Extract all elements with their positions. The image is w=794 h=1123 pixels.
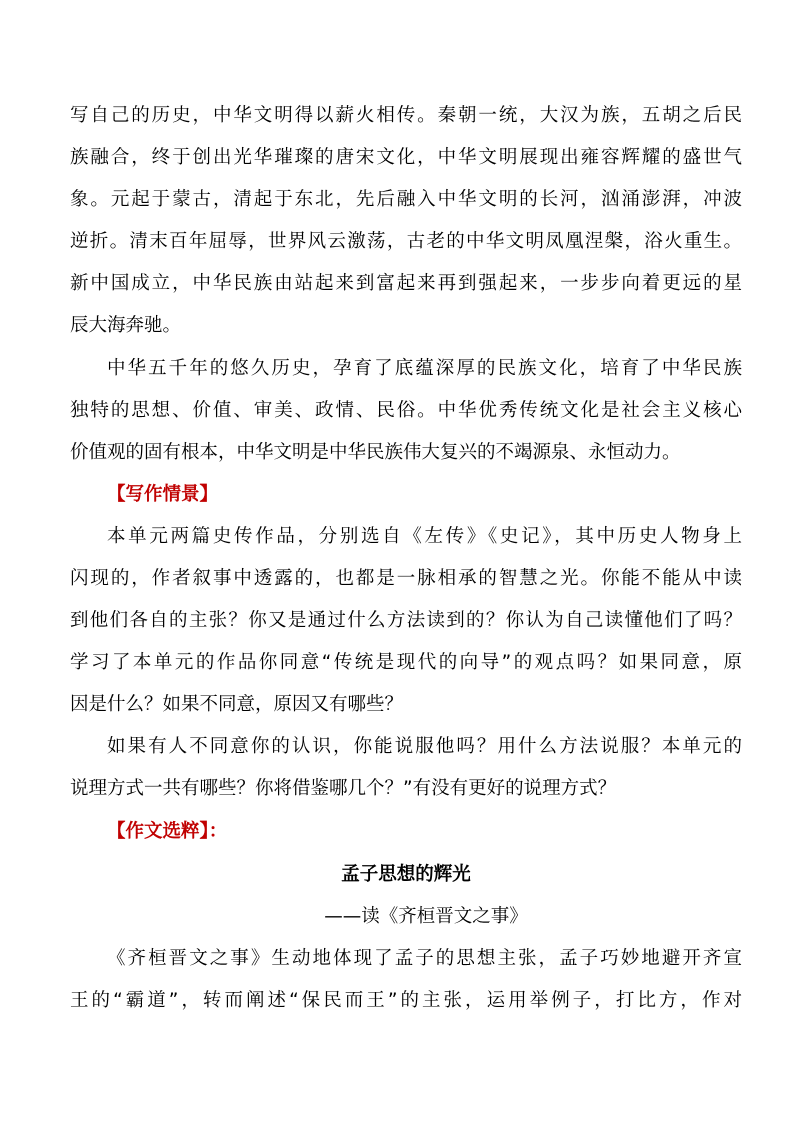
paragraph-3-line-2: 闪现的，作者叙事中透露的，也都是一脉相承的智慧之光。你能不能从中读 [70, 568, 742, 589]
essay-line-2: 王的“霸道”，转而阐述“保民而王”的主张，运用举例子，打比方，作对 [70, 990, 742, 1011]
paragraph-3-line-1: 本单元两篇史传作品，分别选自《左传》《史记》，其中历史人物身上 [107, 526, 742, 547]
paragraph-1-line-2: 族融合，终于创出光华璀璨的唐宋文化，中华文明展现出雍容辉耀的盛世气 [70, 147, 742, 168]
paragraph-3-line-5: 因是什么？如果不同意，原因又有哪些？ [70, 694, 404, 715]
essay-line-1: 《齐桓晋文之事》生动地体现了孟子的思想主张，孟子巧妙地避开齐宣 [107, 948, 742, 969]
heading-writing-context: 【写作情景】 [107, 484, 219, 505]
essay-subtitle-wrap [70, 896, 742, 938]
paragraph-2-line-1: 中华五千年的悠久历史，孕育了底蕴深厚的民族文化，培育了中华民族 [107, 358, 742, 379]
paragraph-4-line-1: 如果有人不同意你的认识，你能说服他吗？用什么方法说服？本单元的 [107, 736, 742, 757]
paragraph-1-line-5: 新中国成立，中华民族由站起来到富起来再到强起来，一步步向着更远的星 [70, 273, 742, 294]
paragraph-2-line-2: 独特的思想、价值、审美、政情、民俗。中华优秀传统文化是社会主义核心 [70, 400, 742, 421]
paragraph-1-line-6: 辰大海奔驰。 [70, 315, 182, 336]
paragraph-3-line-4: 学习了本单元的作品你同意“传统是现代的向导”的观点吗？如果同意，原 [70, 652, 742, 673]
essay-subtitle: ——读《齐桓晋文之事》 [324, 906, 528, 927]
paragraph-1-line-3: 象。元起于蒙古，清起于东北，先后融入中华文明的长河，汹涌澎湃，冲波 [70, 189, 742, 210]
paragraph-1-line-4: 逆折。清末百年屈辱，世界风云激荡，古老的中华文明凤凰涅槃，浴火重生。 [70, 231, 742, 252]
paragraph-2-line-3: 价值观的固有根本，中华文明是中华民族伟大复兴的不竭源泉、永恒动力。 [70, 442, 681, 463]
paragraph-3-line-3: 到他们各自的主张？你又是通过什么方法读到的？你认为自己读懂他们了吗？ [70, 610, 742, 631]
essay-title: 孟子思想的辉光 [341, 864, 471, 885]
heading-essay-selection: 【作文选粹】： [107, 821, 228, 842]
paragraph-1-line-1: 写自己的历史，中华文明得以薪火相传。秦朝一统，大汉为族，五胡之后民 [70, 105, 742, 126]
paragraph-4-line-2: 说理方式一共有哪些？你将借鉴哪几个？”有没有更好的说理方式？ [70, 778, 617, 799]
